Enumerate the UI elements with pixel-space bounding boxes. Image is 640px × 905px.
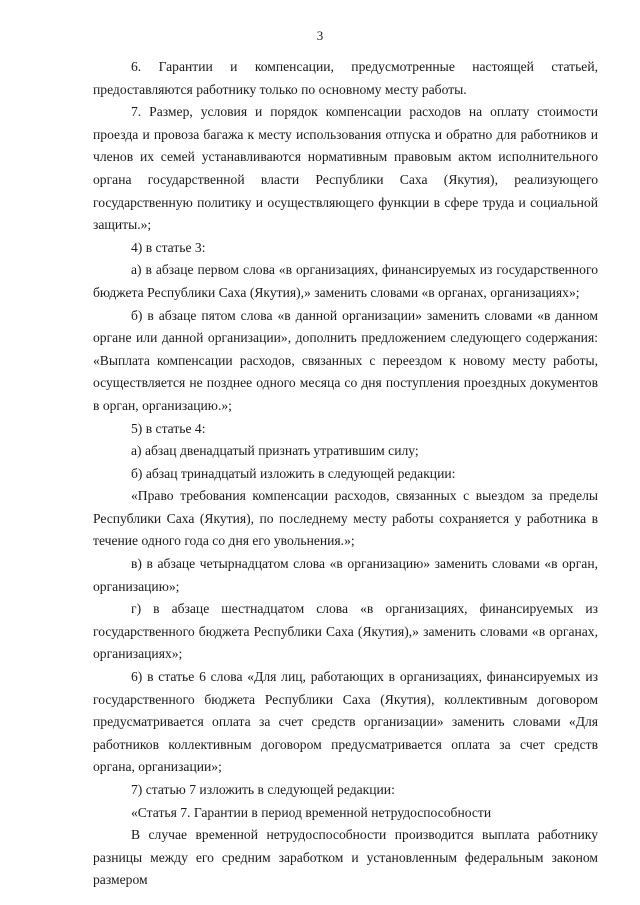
paragraph-article-7-text: В случае временной нетрудоспособности производится выплата работнику разницы между его средним заработком и установленным федеральным законом размером [93,827,598,888]
page-number: 3 [316,28,324,43]
paragraph-article-4-b: б) абзац тринадцатый изложить в следующей редакции: [131,465,456,481]
paragraph-article-3-b: б) в абзаце пятом слова «в данной организации» заменить словами «в данном органе или данной организации», дополнить предложением следующего содержания: «Выплата компенсации расходов, связанных с переездом к новому месту работы, осуществляется не позднее одного месяца со дня поступления проездных документов в орган, организацию.»; [93,307,598,413]
paragraph-article-4-heading: 5) в статье 4: [131,420,206,436]
paragraph-article-4-b-quote: «Право требования компенсации расходов, связанных с выездом за пределы Республики Саха (Якутия), по последнему месту работы сохраняется у работника в течение одного года со дня его увольнения.»; [93,488,598,549]
paragraph-article-6: 6) в статье 6 слова «Для лиц, работающих в организациях, финансируемых из государственного бюджета Республики Саха (Якутия), коллективным договором предусматривается оплата за счет средств организации» заменить словами «Для работников коллективным договором предусматривается оплата за счет средств органа, организации»; [93,669,598,775]
paragraph-article-7-heading: 7) статью 7 изложить в следующей редакции: [131,782,395,797]
document-body [93,56,598,892]
paragraph-guarantees-main-job: 6. Гарантии и компенсации, предусмотренные настоящей статьей, предоставляются работнику только по основному месту работы. [93,59,598,97]
paragraph-compensation-size: 7. Размер, условия и порядок компенсации расходов на оплату стоимости проезда и провоза багажа к месту использования отпуска и обратно для работников и членов их семей устанавливаются нормативным правовым актом исполнительного органа государственной власти Республики Саха (Якутия), реализующего государственную политику и осуществляющего функции в сфере труда и социальной защиты.»; [93,104,598,233]
paragraph-article-3-heading: 4) в статье 3: [131,239,206,255]
paragraph-article-4-g: г) в абзаце шестнадцатом слова «в организациях, финансируемых из государственного бюджета Республики Саха (Якутия),» заменить словами «в органах, организациях»; [93,601,598,662]
paragraph-article-4-a: а) абзац двенадцатый признать утратившим силу; [131,443,419,459]
paragraph-article-3-a: а) в абзаце первом слова «в организациях, финансируемых из государственного бюджета Республики Саха (Якутия),» заменить словами «в органах, организациях»; [93,262,598,300]
paragraph-article-4-v: в) в абзаце четырнадцатом слова «в организацию» заменить словами «в орган, организацию»; [93,556,598,594]
paragraph-article-7-title: «Статья 7. Гарантии в период временной нетрудоспособности [131,804,492,820]
